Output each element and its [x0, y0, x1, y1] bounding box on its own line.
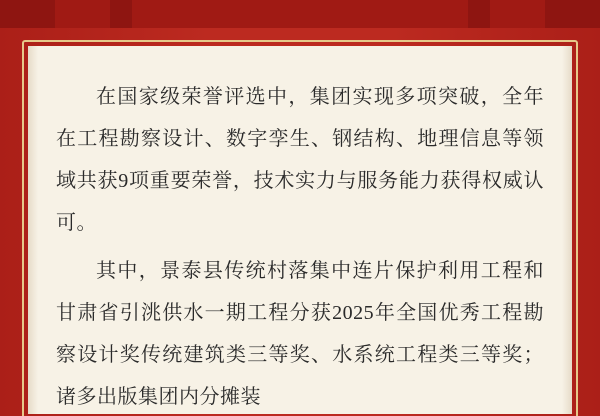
- content-body: [28, 46, 572, 414]
- top-banner: [0, 0, 600, 28]
- content-paper: [28, 46, 572, 414]
- paragraph-2: 其中，景泰县传统村落集中连片保护利用工程和甘肃省引洮供水一期工程分获2025年全国优秀工程勘察设计奖传统建筑类三等奖、水系统工程类三等奖；诸多出版集团内分摊装: [56, 260, 544, 408]
- top-banner-tab-left: [110, 0, 132, 28]
- paragraph-1: 在国家级荣誉评选中，集团实现多项突破，全年在工程勘察设计、数字孪生、钢结构、地理信息等领域共获9项重要荣誉，技术实力与服务能力获得权威认可。: [56, 86, 544, 234]
- top-banner-tab-right: [468, 0, 490, 28]
